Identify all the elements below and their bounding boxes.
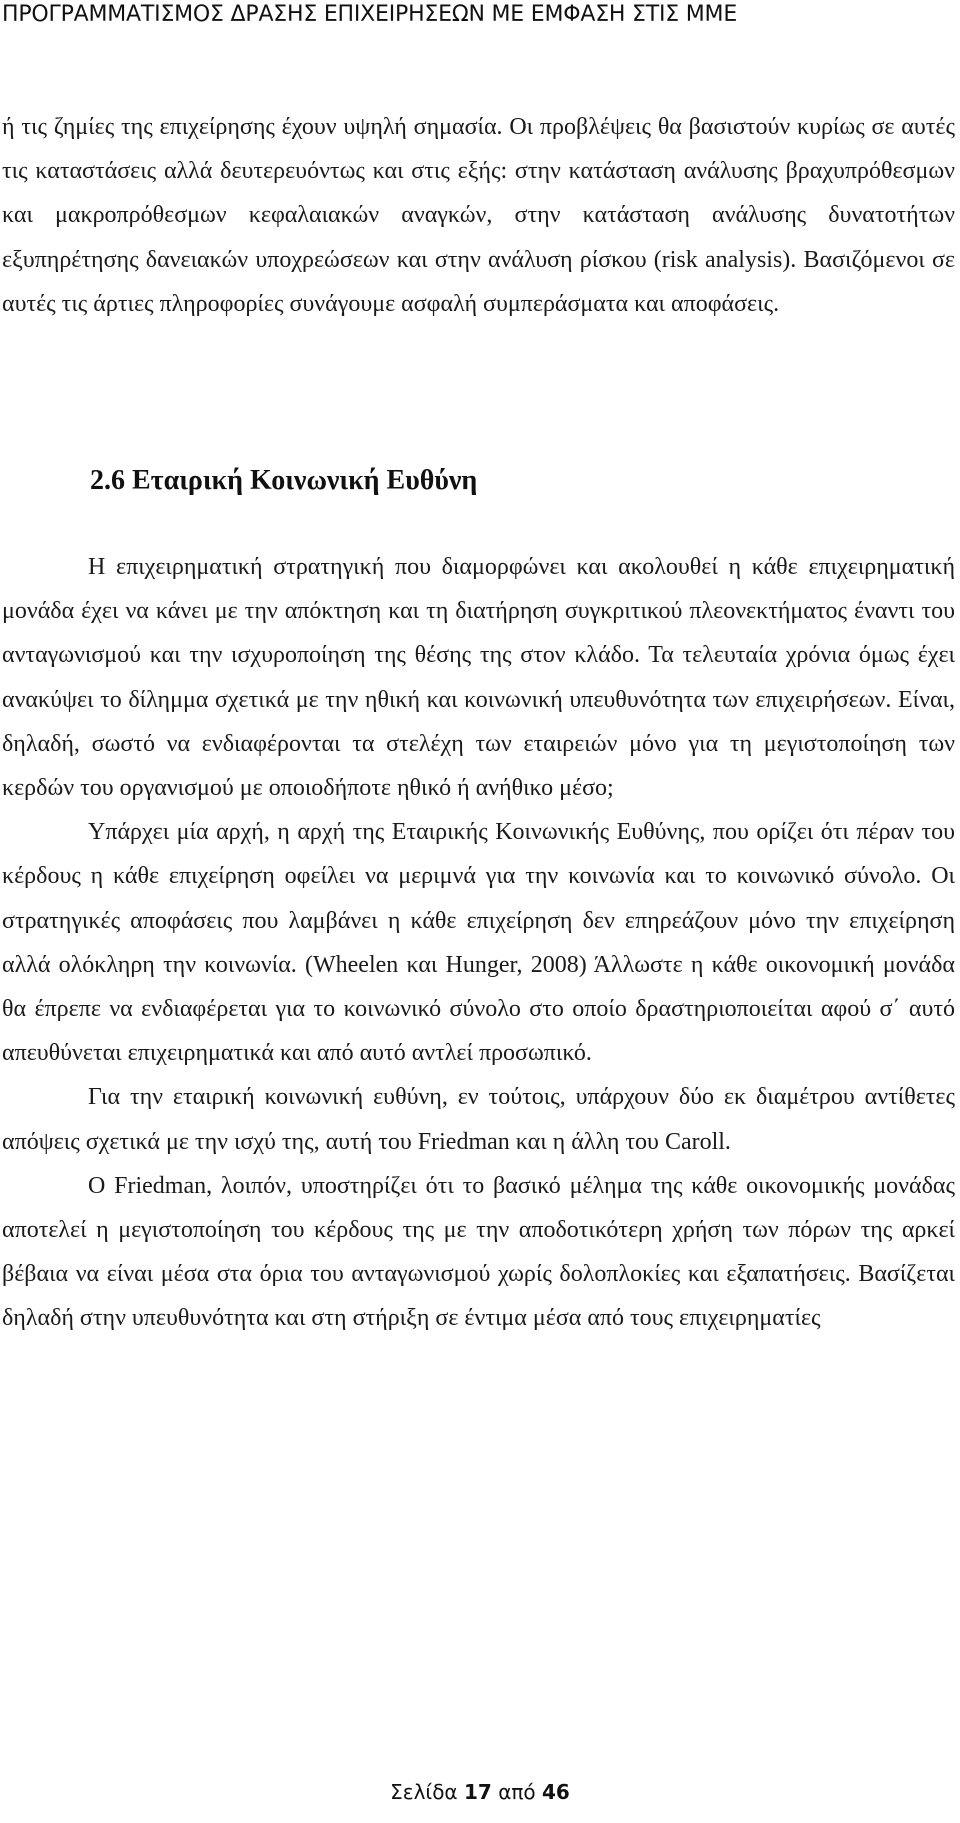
paragraph-csr-principle: Υπάρχει μία αρχή, η αρχή της Εταιρικής Κοινωνικής Ευθύνης, που ορίζει ότι πέραν του κέρδους η κάθε επιχείρηση οφείλει να μεριμνά για την κοινωνία και το κοινωνικό σύνολο. Οι στρατηγικές αποφάσεις που λαμβάνει η κάθε επιχείρηση δεν επηρεάζουν μόνο την επιχείρηση αλλά ολόκληρη την κοινωνία. (Wheelen και Hunger, 2008) Άλλωστε η κάθε οικονομική μονάδα θα έπρεπε να ενδιαφέρεται για το κοινωνικό σύνολο στο οποίο δραστηριοποιείται αφού σ΄ αυτό απευθύνεται επιχειρηματικά και από αυτό αντλεί προσωπικό. [2,819,955,1067]
paragraph-csr-intro: Η επιχειρηματική στρατηγική που διαμορφώνει και ακολουθεί η κάθε επιχειρηματική μονάδα έχει να κάνει με την απόκτηση και τη διατήρηση συγκριτικού πλεονεκτήματος έναντι του ανταγωνισμού και την ισχυροποίηση της θέσης της στον κλάδο. Τα τελευταία χρόνια όμως έχει ανακύψει το δίλημμα σχετικά με την ηθική και κοινωνική υπευθυνότητα των επιχειρήσεων. Είναι, δηλαδή, σωστό να ενδιαφέρονται τα στελέχη των εταιρειών μόνο για τη μεγιστοποίηση των κερδών του οργανισμού με οποιοδήποτε ηθικό ή ανήθικο μέσο; [2,554,955,802]
intro-paragraph: ή τις ζημίες της επιχείρησης έχουν υψηλή σημασία. Οι προβλέψεις θα βασιστούν κυρίως σε αυτές τις καταστάσεις αλλά δευτερευόντως και στις εξής: στην κατάσταση ανάλυσης βραχυπρόθεσμων και μακροπρόθεσμων κεφαλαιακών αναγκών, στην κατάσταση ανάλυσης δυνατοτήτων εξυπηρέτησης δανειακών υποχρεώσεων και στην ανάλυση ρίσκου (risk analysis). Βασιζόμενοι σε αυτές τις άρτιες πληροφορίες συνάγουμε ασφαλή συμπεράσματα και αποφάσεις. [2,114,955,317]
page-footer [0,1780,960,1804]
intro-text-block [2,105,955,326]
current-page-number: 17 [463,1780,492,1804]
paragraph-opposing-views: Για την εταιρική κοινωνική ευθύνη, εν τούτοις, υπάρχουν δύο εκ διαμέτρου αντίθετες απόψεις σχετικά με την ισχύ της, αυτή του Friedman και η άλλη του Caroll. [2,1084,955,1155]
of-word: από [498,1780,536,1804]
total-pages-number: 46 [542,1780,570,1804]
running-header: ΠΡΟΓΡΑΜΜΑΤΙΣΜΟΣ ΔΡΑΣΗΣ ΕΠΙΧΕΙΡΗΣΕΩΝ ΜΕ ΕΜΦΑΣΗ ΣΤΙΣ ΜΜΕ [2,2,738,27]
page-word: Σελίδα [390,1780,458,1804]
paragraph-friedman: Ο Friedman, λοιπόν, υποστηρίζει ότι το βασικό μέλημα της κάθε οικονομικής μονάδας αποτελεί η μεγιστοποίηση του κέρδους της με την αποδοτικότερη χρήση των πόρων της αρκεί βέβαια να είναι μέσα στα όρια του ανταγωνισμού χωρίς δολοπλοκίες και εξαπατήσεις. Βασίζεται δηλαδή στην υπευθυνότητα και στη στήριξη σε έντιμα μέσα από τους επιχειρηματίες [2,1172,955,1332]
section-text-block [2,545,955,1341]
section-heading: 2.6 Εταιρική Κοινωνική Ευθύνη [90,465,478,496]
